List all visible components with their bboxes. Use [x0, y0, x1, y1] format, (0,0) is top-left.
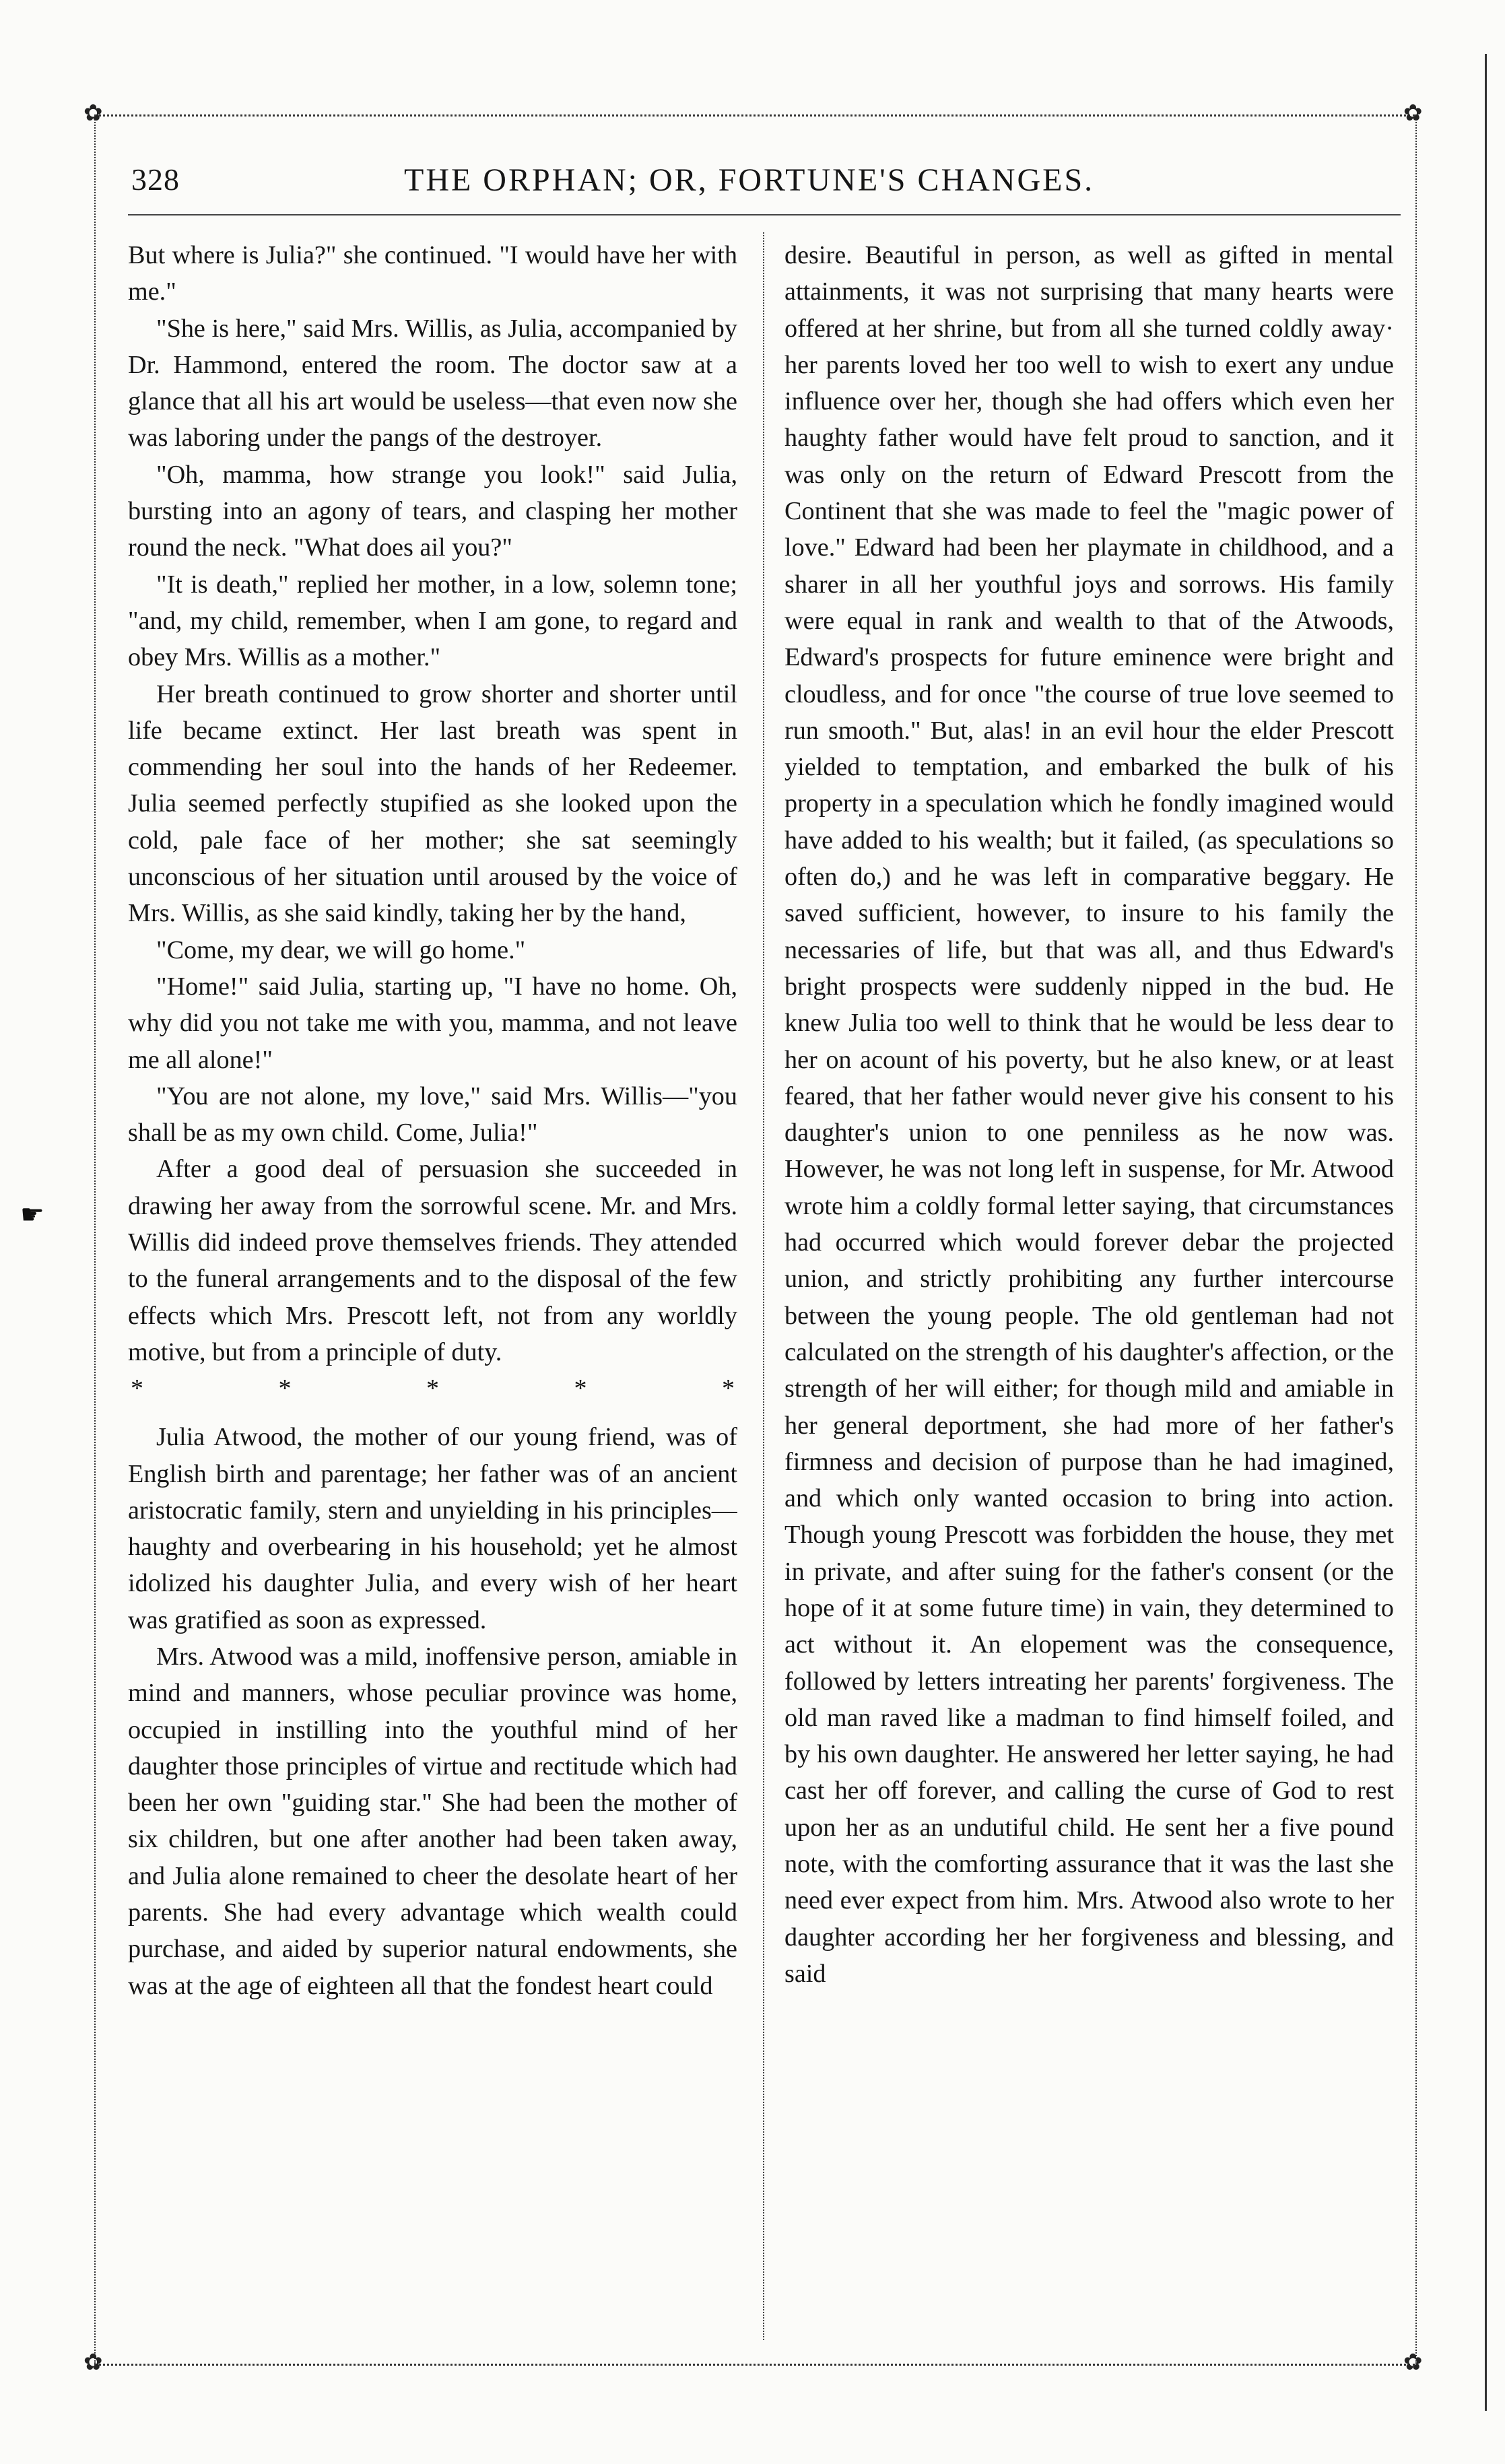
column-divider: [763, 232, 764, 2340]
paragraph: "Oh, mamma, how strange you look!" said Julia, bursting into an agony of tears, and clasping her mother round the neck. "What does ail you?": [128, 460, 737, 562]
corner-ornament-bottom-left: ✿: [83, 2350, 103, 2375]
paragraph: "Home!" said Julia, starting up, "I have no home. Oh, why did you not take me with you, mamma, and not leave me all alone!": [128, 972, 737, 1074]
paragraph: Mrs. Atwood was a mild, inoffensive person, amiable in mind and manners, whose peculiar province was home, occupied in instilling into the youthful mind of her daughter those principles of virtue and rectitude which had been her own "guiding star." She had been the mother of six children, but one after another had been taken away, and Julia alone remained to cheer the desolate heart of her parents. She had every advantage which wealth could purchase, and aided by superior natural endowments, she was at the age of eighteen all that the fondest heart could: [128, 1642, 737, 2000]
paragraph: But where is Julia?" she continued. "I would have her with me.": [128, 241, 737, 306]
scene-break-star: *: [131, 1374, 143, 1403]
paragraph: After a good deal of persuasion she succeeded in drawing her away from the sorrowful scene. Mr. and Mrs. Willis did indeed prove themselves friends. They attended to the funeral arrangements and to the disposal of the few effects which Mrs. Prescott left, not from any worldly motive, but from a principle of duty.: [128, 1155, 737, 1366]
header-rule: [128, 214, 1401, 215]
scene-break: [128, 1370, 737, 1407]
paragraph: Her breath continued to grow shorter and shorter until life became extinct. Her last breath was spent in commending her soul into the hands of her Redeemer. Julia seemed perfectly stupified as she looked upon the cold, pale face of her mother; she sat seemingly unconscious of her situation until aroused by the voice of Mrs. Willis, as she said kindly, taking her by the hand,: [128, 679, 737, 928]
scene-break-star: *: [278, 1374, 292, 1403]
left-column: [128, 237, 737, 2338]
paragraph: "It is death," replied her mother, in a low, solemn tone; "and, my child, remember, when I am gone, to regard and obey Mrs. Willis as a mother.": [128, 570, 737, 672]
paragraph: "She is here," said Mrs. Willis, as Julia, accompanied by Dr. Hammond, entered the room. The doctor saw at a glance that all his art would be useless—that even now she was laboring under the pangs of the destroyer.: [128, 314, 737, 453]
paragraph: desire. Beautiful in person, as well as gifted in mental attainments, it was not surprising that many hearts were offered at her shrine, but from all she turned coldly away· her parents loved her too well to wish to exert any undue influence over her, though she had offers which even her haughty father would have felt proud to sanction, and it was only on the return of Edward Prescott from the Continent that she was made to feel the "magic power of love." Edward had been her playmate in childhood, and a sharer in all her youthful joys and sorrows. His family were equal in rank and wealth to that of the Atwoods, Edward's prospects for future eminence were bright and cloudless, and for once "the course of true love seemed to run smooth." But, alas! in an evil hour the elder Prescott yielded to temptation, and embarked the bulk of his property in a speculation which he fondly imagined would have added to his wealth; but it failed, (as speculations so often do,) and he was left in comparative beggary. He saved sufficient, however, to insure to his family the necessaries of life, but that was all, and thus Edward's bright prospects were suddenly nipped in the bud. He knew Julia too well to think that he would be less dear to her on acount of his poverty, but he also knew, or at least feared, that her father would never give his consent to his daughter's union to one penniless as he now was. However, he was not long left in suspense, for Mr. Atwood wrote him a coldly formal letter saying, that circumstances had occurred which would forever debar the projected union, and strictly prohibiting any further intercourse between the young people. The old gentleman had not calculated on the strength of his daughter's affection, or the strength of her will either; for though mild and amiable in her general deportment, she had more of her father's firmness and decision of purpose than he had imagined, and which only wanted occasion to bring into action. Though young Prescott was forbidden the house, they met in private, and after suing for the father's consent (or the hope of it at some future time) in vain, they determined to act without it. An elopement was the consequence, followed by letters intreating her parents' forgiveness. The old man raved like a madman to find himself foiled, and by his own daughter. He answered her letter saying, he had cast her off forever, and calling the curse of God to rest upon her as an undutiful child. He sent her a five pound note, with the comforting assurance that it was the last she need ever expect from him. Mrs. Atwood also wrote to her daughter according her her forgiveness and blessing, and said: [784, 241, 1394, 1988]
scene-break-star: *: [722, 1374, 735, 1403]
scene-break-star: *: [426, 1374, 439, 1403]
margin-pointing-hand-icon: ☛: [20, 1199, 44, 1230]
page-border-bottom: [94, 2364, 1415, 2366]
corner-ornament-bottom-right: ✿: [1403, 2350, 1423, 2375]
scene-break-spacer: [128, 1407, 737, 1419]
scene-break-star: *: [574, 1374, 587, 1403]
paragraph: "Come, my dear, we will go home.": [156, 935, 526, 964]
page-number: 328: [131, 162, 180, 197]
paragraph: Julia Atwood, the mother of our young friend, was of English birth and parentage; her father was of an ancient aristocratic family, stern and unyielding in his principles—haughty and overbearing in his household; yet he almost idolized his daughter Julia, and every wish of her heart was gratified as soon as expressed.: [128, 1423, 737, 1634]
right-column: [784, 237, 1394, 2338]
running-title: THE ORPHAN; OR, FORTUNE'S CHANGES.: [404, 162, 1095, 198]
corner-ornament-top-left: ✿: [83, 101, 103, 126]
binding-edge-line: [1485, 54, 1487, 2411]
paragraph: "You are not alone, my love," said Mrs. Willis—"you shall be as my own child. Come, Julia!": [128, 1081, 737, 1147]
corner-ornament-top-right: ✿: [1403, 101, 1423, 126]
